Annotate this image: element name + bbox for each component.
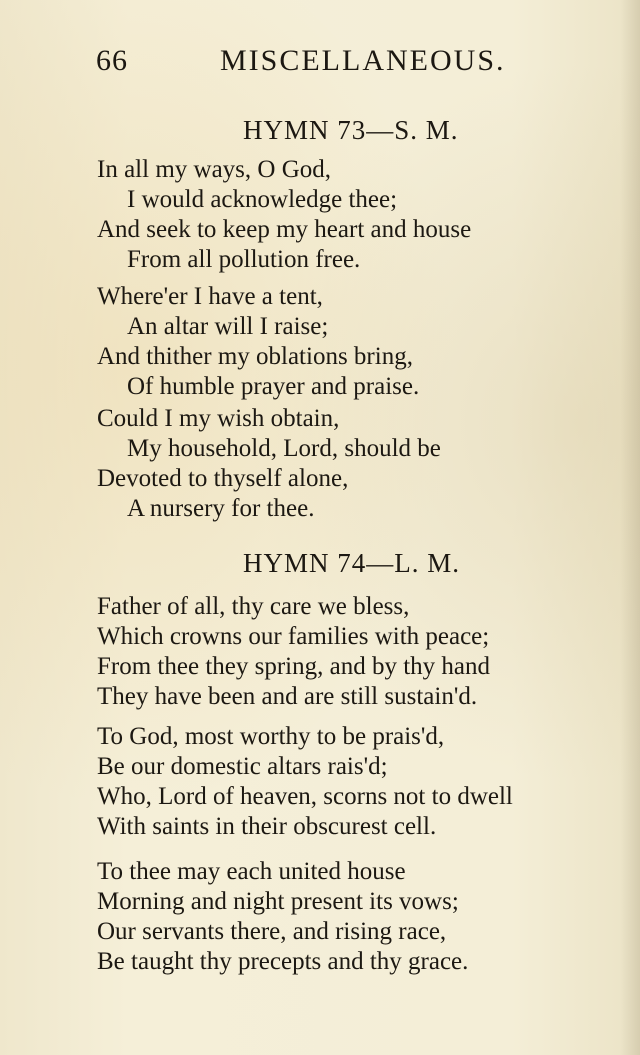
verse-line: And thither my oblations bring, <box>97 343 413 370</box>
verse-line: To thee may each united house <box>97 858 406 885</box>
verse-line: To God, most worthy to be prais'd, <box>97 723 445 750</box>
verse-line: Be our domestic altars rais'd; <box>97 753 388 780</box>
hymn-73-stanza-2 <box>97 282 577 402</box>
verse-line: They have been and are still sustain'd. <box>97 683 478 710</box>
verse-line: From all pollution free. <box>127 246 361 273</box>
hymn-73-stanza-3 <box>97 404 577 524</box>
verse-line: In all my ways, O God, <box>97 156 331 183</box>
verse-line: A nursery for thee. <box>127 495 315 522</box>
verse-line: And seek to keep my heart and house <box>97 216 472 243</box>
hymn-74-title: HYMN 74—L. M. <box>243 548 461 578</box>
verse-line: Of humble prayer and praise. <box>127 373 420 400</box>
hymn-73-title: HYMN 73—S. M. <box>243 115 459 145</box>
hymn-74-stanza-1 <box>97 592 577 712</box>
verse-line: Our servants there, and rising race, <box>97 918 447 945</box>
verse-line: Morning and night present its vows; <box>97 888 459 915</box>
hymn-73-stanza-1 <box>97 155 577 275</box>
page-header <box>96 44 536 84</box>
running-head: MISCELLANEOUS. <box>220 44 506 77</box>
verse-line: From thee they spring, and by thy hand <box>97 653 490 680</box>
verse-line: Could I my wish obtain, <box>97 405 340 432</box>
verse-line: Who, Lord of heaven, scorns not to dwell <box>97 783 513 810</box>
verse-line: Devoted to thyself alone, <box>97 465 349 492</box>
verse-line: With saints in their obscurest cell. <box>97 813 437 840</box>
verse-line: Where'er I have a tent, <box>97 283 323 310</box>
verse-line: An altar will I raise; <box>127 313 329 340</box>
verse-line: Father of all, thy care we bless, <box>97 593 410 620</box>
verse-line: My household, Lord, should be <box>127 435 441 462</box>
page-number: 66 <box>96 44 128 77</box>
hymn-74-stanza-3 <box>97 857 577 977</box>
spine-shadow <box>620 0 640 1055</box>
hymn-74-stanza-2 <box>97 722 577 842</box>
verse-line: Be taught thy precepts and thy grace. <box>97 948 469 975</box>
verse-line: I would acknowledge thee; <box>127 186 398 213</box>
verse-line: Which crowns our families with peace; <box>97 623 490 650</box>
